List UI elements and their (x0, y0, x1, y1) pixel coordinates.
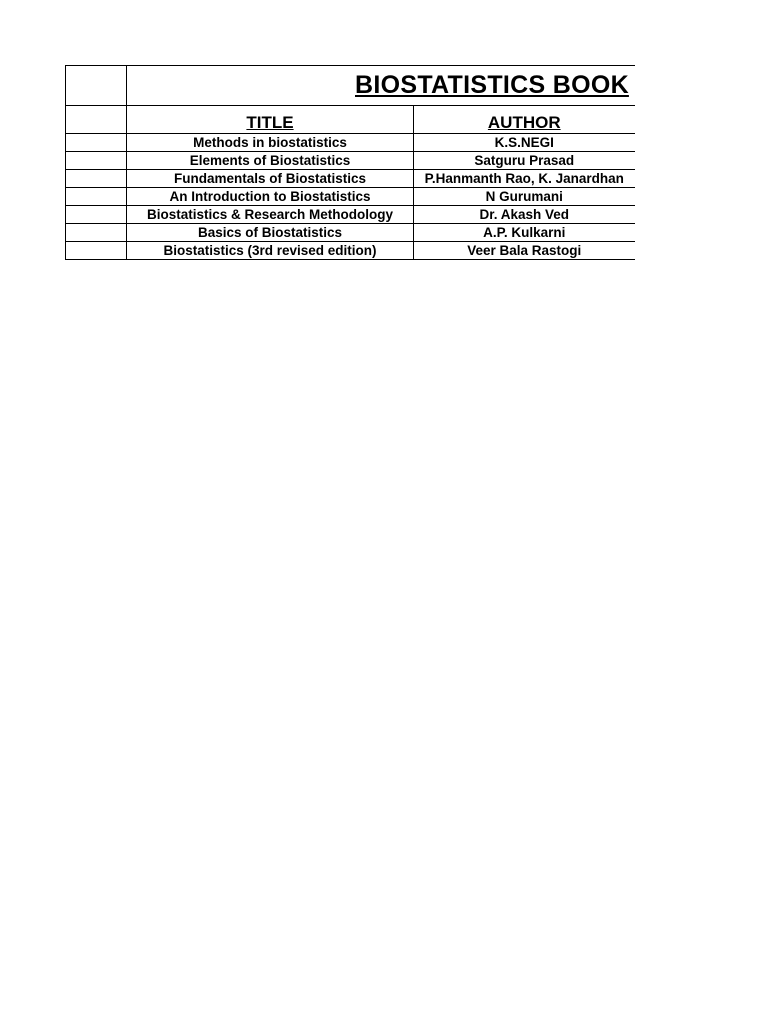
index-cell[interactable] (66, 152, 127, 170)
index-cell[interactable] (66, 188, 127, 206)
table-row (66, 134, 635, 152)
table-row (66, 170, 635, 188)
index-cell[interactable] (66, 66, 127, 106)
table-row (66, 224, 635, 242)
book-title-cell[interactable]: Biostatistics (3rd revised edition) (127, 242, 414, 260)
index-cell[interactable] (66, 242, 127, 260)
title-column-header[interactable]: TITLE (127, 106, 414, 134)
table-row (66, 242, 635, 260)
author-column-header[interactable]: AUTHOR (414, 106, 635, 134)
table-row (66, 152, 635, 170)
book-author-cell[interactable]: N Gurumani (414, 188, 635, 206)
sheet-title[interactable]: BIOSTATISTICS BOOK (127, 66, 635, 106)
book-title-cell[interactable]: Basics of Biostatistics (127, 224, 414, 242)
book-author-cell[interactable]: K.S.NEGI (414, 134, 635, 152)
book-author-cell[interactable]: A.P. Kulkarni (414, 224, 635, 242)
index-cell[interactable] (66, 170, 127, 188)
index-cell[interactable] (66, 134, 127, 152)
book-author-cell[interactable]: P.Hanmanth Rao, K. Janardhan (414, 170, 635, 188)
index-cell[interactable] (66, 106, 127, 134)
book-title-cell[interactable]: Fundamentals of Biostatistics (127, 170, 414, 188)
spreadsheet-table (65, 65, 635, 260)
book-author-cell[interactable]: Veer Bala Rastogi (414, 242, 635, 260)
book-author-cell[interactable]: Dr. Akash Ved (414, 206, 635, 224)
header-row (66, 106, 635, 134)
title-row (66, 66, 635, 106)
index-cell[interactable] (66, 224, 127, 242)
table-row (66, 188, 635, 206)
table-row (66, 206, 635, 224)
book-title-cell[interactable]: Methods in biostatistics (127, 134, 414, 152)
index-cell[interactable] (66, 206, 127, 224)
book-title-cell[interactable]: Elements of Biostatistics (127, 152, 414, 170)
book-author-cell[interactable]: Satguru Prasad (414, 152, 635, 170)
book-title-cell[interactable]: An Introduction to Biostatistics (127, 188, 414, 206)
book-title-cell[interactable]: Biostatistics & Research Methodology (127, 206, 414, 224)
